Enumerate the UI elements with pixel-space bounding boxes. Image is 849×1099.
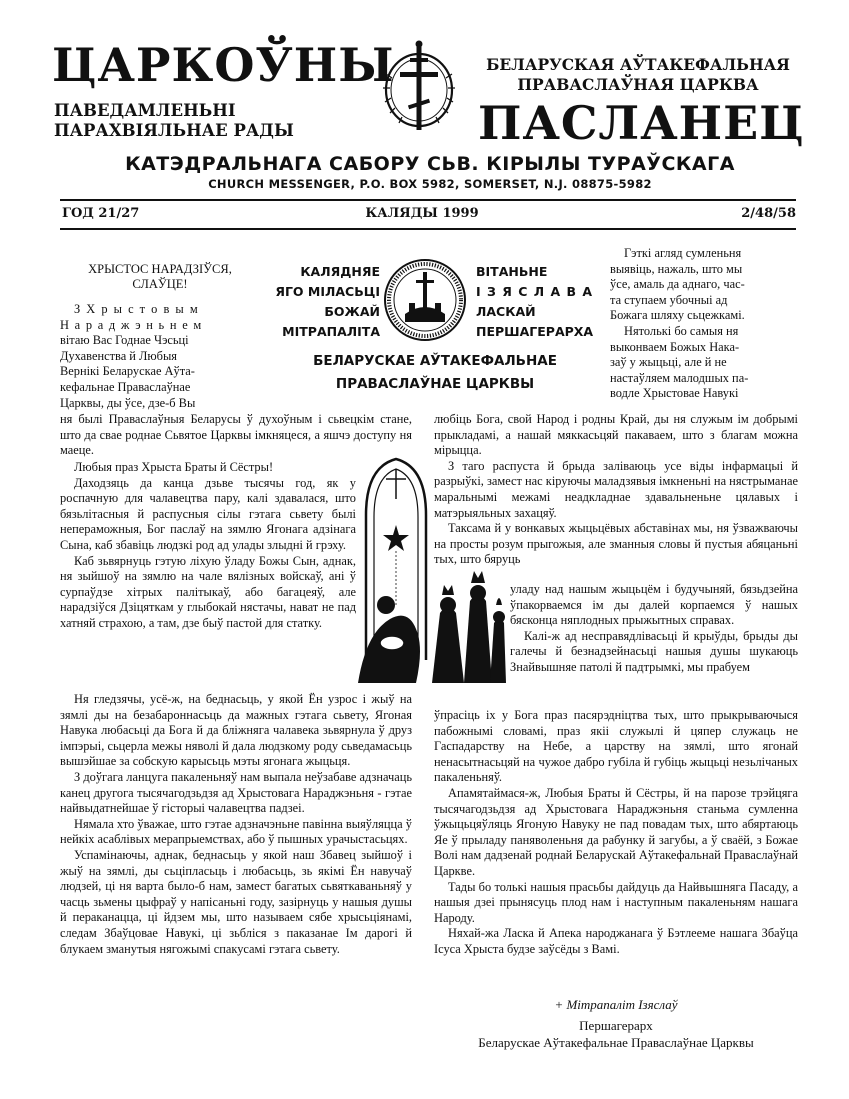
- signature-title: Першагерарх: [579, 1018, 653, 1033]
- issue-rule: [60, 228, 796, 230]
- paragraph: ўпрасіць іх у Бога праз пасярэдніцтва тых, што прыкрываючыся пабожнымі словамі, праз якіі служылі й цяпер служаць не Гаспадарству на Небе, а царству на зямлі, што ягонай ненасытнасьцяй на чужое дабро губіла й губіць жыцьці незьлічаных пакаленьняў.: [434, 708, 798, 785]
- top-rule: [60, 199, 796, 201]
- masthead-subtitle-2: ПАРАХВІЯЛЬНАЕ РАДЫ: [54, 121, 294, 140]
- text-line: выявіць, нажаль, што мы: [610, 261, 743, 276]
- text-line: Нятолькі бо самыя ня: [624, 323, 739, 338]
- issue-year: ГОД 21/27: [62, 206, 140, 221]
- col2-opening: [610, 246, 798, 402]
- issue-title: КАЛЯДЫ 1999: [365, 206, 479, 221]
- signature-church: Беларускае Аўтакефальнае Праваслаўнае Царквы: [478, 1035, 754, 1050]
- text-line: Гэткі агляд сумленьня: [624, 246, 742, 260]
- paragraph: Калі-ж ад несправядлівасьці й крыўды, брыды ды галечы й безнадзейнасьці нашыя душы шукаюць Знайвышняе патолі й падтрымкі, мы прабуем: [510, 628, 798, 674]
- text-line: Вернікі Беларускае Аўта-: [60, 364, 195, 379]
- text-line: вітаю Вас Годнае Чэсьці: [60, 333, 189, 348]
- col2-beside-illustration: [510, 582, 798, 676]
- col2-upper: [434, 412, 798, 568]
- cathedral-name: КАТЭДРАЛЬНАГА САБОРУ СЬВ. КІРЫЛЫ ТУРАЎСКАГА: [125, 153, 735, 175]
- header-word: БОЖАЙ: [324, 304, 380, 319]
- text-line: Духавенства й Любыя: [60, 348, 178, 363]
- header-word: БЕЛАРУСКАЕ АЎТАКЕФАЛЬНАЕ: [313, 353, 557, 369]
- col1-upper: [60, 412, 412, 459]
- church-seal-icon: [383, 258, 467, 342]
- cross-in-wreath-icon: [380, 38, 458, 136]
- issue-number: 2/48/58: [741, 206, 796, 221]
- header-word: ПРАВАСЛАЎНАЕ ЦАРКВЫ: [335, 376, 535, 392]
- masthead-title-left: ЦАРКОЎНЫ: [52, 38, 395, 92]
- paragraph: Апамятаймася-ж, Любыя Браты й Сёстры, й на парозе трэйцяга тысячагодзьдзя ад Хрыстовага Нараджэньня станьма сумленна ўжыцьцяўляць Ягоную Навуку не пад повадам тых, што абяртаюць Яе ў прыладу паняволеньня да рабунку й загубы, а ў сваёй, з Божае Волі нам дадзенай роднай Беларускай Аўтакефальнай Праваслаўнай Царкве.: [434, 785, 798, 878]
- text-line: настаўляем малодшых па-: [610, 370, 749, 385]
- col1-beside-illustration: [60, 460, 356, 632]
- paragraph: уладу над нашым жыцьцём і будучыняй, бязьдзейна ўпакорваемся ім ды далей корпаемся ў нашых бясконца няплодных прыжытных справах.: [510, 582, 798, 628]
- header-left-words: [270, 262, 380, 342]
- masthead-title-right: ПАСЛАНЕЦ: [478, 96, 805, 150]
- mailing-address: CHURCH MESSENGER, P.O. BOX 5982, SOMERSET, N.J. 08875-5982: [208, 177, 652, 191]
- text-line: заў у жыцьці, але й не: [610, 355, 727, 370]
- header-word: ПЕРШАГЕРАРХА: [476, 324, 594, 339]
- header-word: МІТРАПАЛІТА: [282, 324, 380, 339]
- text-line: кефальнае Праваслаўнае: [60, 379, 191, 394]
- paragraph: Любыя праз Хрыста Браты й Сёстры!: [74, 460, 274, 474]
- text-line: Н а р а д ж э н ь н е м: [60, 317, 203, 332]
- text-line: Царквы, ды ўсе, дзе-б Вы: [60, 395, 196, 410]
- greeting-line-1: ХРЫСТОС НАРАДЗІЎСЯ,: [88, 262, 232, 276]
- paragraph: Няхай-жа Ласка й Апека народжанага ў Бэтлееме нашага Збаўца Ісуса Хрыста будзе заўсёды з Вамі.: [434, 926, 798, 956]
- paragraph: любіць Бога, свой Народ і родны Край, ды ня служым ім добрымі прыкладамі, а нашай мяккасьцяй пакаваем, што з благам можна мірыцца.: [434, 412, 798, 458]
- col1-opening: [60, 302, 260, 411]
- text-line: З Х р ы с т о в ы м: [74, 302, 200, 316]
- text-line: выконваем Божых Нака-: [610, 339, 740, 354]
- signature: [434, 996, 798, 1051]
- paragraph: Ня гледзячы, усё-ж, на беднасьць, у якой Ён узрос і жыў на зямлі ды на безабароннасьць да мажных гэтага сьвету, Ягоная Навука любасьці да Бога й да бліжняга чалавека зьвярнула ў друз імпэрыі, сьцерла межы няволі й дала людзкому роду сьведамасьць вышэйшае за собскую карысьць мэты ягонага жыцьця.: [60, 692, 412, 769]
- greeting: [60, 262, 260, 292]
- text-line: Божага шляху сьцежкамі.: [610, 308, 745, 323]
- paragraph: Каб зьвярнуць гэтую ліхую ўладу Божы Сын, аднак, ня зыйшоў на зямлю на чале вялізных войскаў, ані ў сурпаўдзе хітрых палітыкаў, або багацеяў, але нарадзіўся Дзіцяткам у глыбокай нястачы, нават не пад хатняй страхою, а там, дзе быў пастой для статку.: [60, 553, 356, 630]
- col1-lower: [60, 692, 412, 957]
- text-line: та ступаем убочныі ад: [610, 292, 728, 307]
- paragraph: Тады бо толькі нашыя прасьбы дайдуць да Найвышняга Пасаду, а нашыя дзеі прынясуць плод нам і наступным пакаленьням нашага Народу.: [434, 879, 798, 925]
- church-name-line-2: ПРАВАСЛАЎНАЯ ЦАРКВА: [517, 75, 759, 94]
- paragraph: З таго распуста й брыда заліваюць усе віды інфармацыі й разрыўкі, замест нас кіруючы маладзявыя імкненьні на нястрыманае маральнымі межамі неадкладнае здавальненьне цялавых і матэрыяльных захацяў.: [434, 458, 798, 520]
- text-line: ўсе, амаль да аднаго, час-: [610, 277, 745, 292]
- header-word: ЛАСКАЙ: [476, 304, 536, 319]
- header-word: І З Я С Л А В А: [476, 284, 594, 299]
- paragraph: Успамінаючы, аднак, беднасьць у якой наш Збавец зыйшоў і жыў на зямлі, ды сьціпласьць і любасьць, зь якімі Ён навучаў людзей, ці ня варта было-б нам, замест багатых сьвяткаваньняў у часць зьмены цыфраў у напісаньні году, зазірнуць у нашыя душы й пераканацца, ці йдзем мы, што называем сябе хрысьціянамі, следам Збаўцовае Навукі, ці зьбліся з паказанае Ім дарогі й блукаем зманутыя нягожымі спакусамі гэтага сьвету.: [60, 847, 412, 956]
- paragraph: ня былі Праваслаўныя Беларусы ў духоўным і сьвецкім стане, што да свае роднае Сьвятое Царквы імкняцеся, а яшчэ доступу ня маеце.: [60, 412, 412, 458]
- col2-lower: [434, 708, 798, 958]
- header-center-words: [262, 350, 608, 396]
- paragraph: Даходзяць да канца дзьве тысячы год, як у роспачную для чалавецтва пару, калі здавалася, што бязьлітасныя й распусныя сілы гэтага сьвету былі непераможныя, Бог паслаў на зямлю Ягонага адзінага Сына, каб збавіць людзкі род ад улады злыдні й грэху.: [60, 475, 356, 552]
- header-word: ВІТАНЬНЕ: [476, 264, 548, 279]
- signature-name: + Мітрапаліт Ізяслаў: [554, 997, 678, 1012]
- paragraph: Таксама й у вонкавых жыцьцёвых абставінах мы, ня ўзважваючы на просты розум прыгожыя, але зманныя словы й пустыя абяцаньні тых, што бяруць: [434, 521, 798, 567]
- church-name-line-1: БЕЛАРУСКАЯ АЎТАКЕФАЛЬНАЯ: [486, 55, 790, 74]
- text-line: водле Хрыстовае Навукі: [610, 386, 739, 401]
- header-word: КАЛЯДНЯЕ: [300, 264, 380, 279]
- paragraph: Нямала хто ўважае, што гэтае адзначэньне павінна выяўляцца ў нейкіх асаблівых мерапрыемствах, або ў пышных урачыстасьцях.: [60, 816, 412, 847]
- greeting-line-2: СЛАЎЦЕ!: [132, 277, 188, 291]
- header-word: ЯГО МІЛАСЬЦІ: [275, 284, 380, 299]
- masthead-subtitle-1: ПАВЕДАМЛЕНЬНІ: [54, 101, 236, 120]
- paragraph: З доўгага ланцуга пакаленьняў нам выпала неўзабаве адзначаць канец другога тысячагодзьдзя ад Хрыстовага Нараджэньня - гэтае найвыдатнейшае ў гісторыі чалавецтва падзеі.: [60, 769, 412, 816]
- header-right-words: [476, 262, 606, 342]
